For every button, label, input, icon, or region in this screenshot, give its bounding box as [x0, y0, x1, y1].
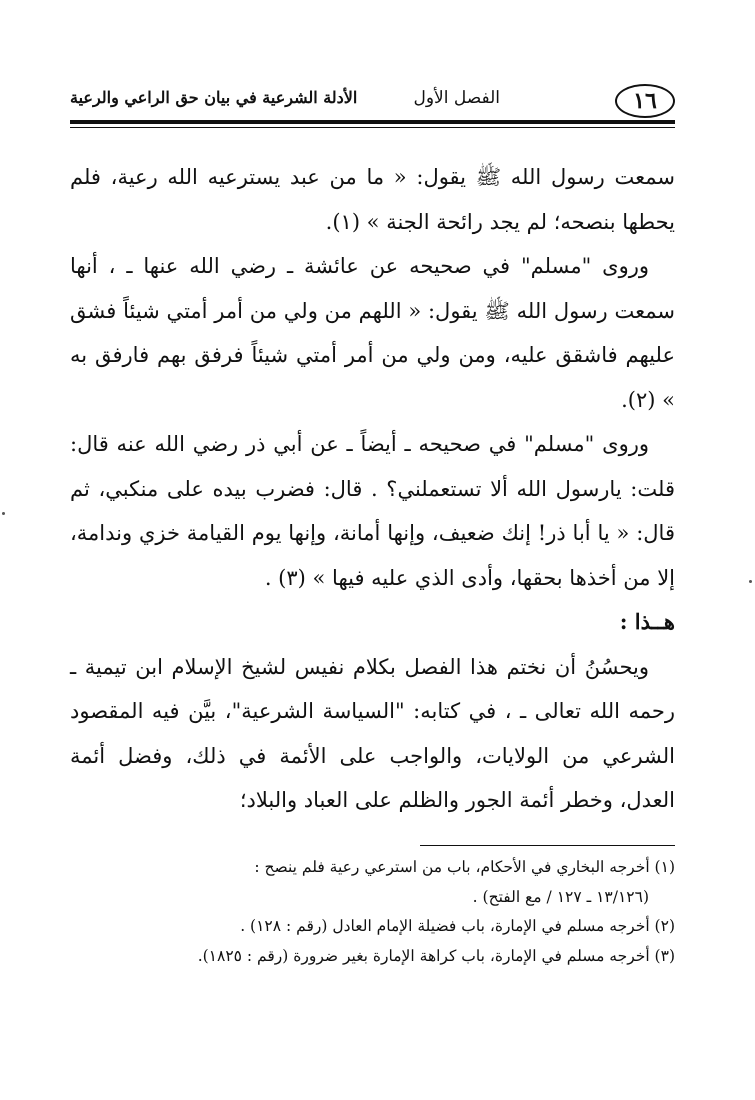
paragraph-2: وروى "مسلم" في صحيحه عن عائشة ـ رضي الله عنها ـ ، أنها سمعت رسول الله ﷺ يقول: « اللهم من ولي من أمر أمتي شيئاً فشق عليهم فاشقق عليه، ومن ولي من أمر أمتي شيئاً فرفق بهم فارفق به » (٢).: [70, 254, 675, 412]
header-rule-thick: [70, 120, 675, 124]
chapter-title: الفصل الأول: [413, 88, 500, 108]
scan-margin-mark: [749, 580, 752, 583]
footnote-1-continued: (١٣/١٢٦ ـ ١٢٧ / مع الفتح) .: [472, 887, 649, 906]
scan-margin-mark: [2, 512, 5, 515]
header-rule-thin: [70, 127, 675, 128]
footnote-2: (٢) أخرجه مسلم في الإمارة، باب فضيلة الإمام العادل (رقم : ١٢٨) .: [240, 917, 675, 935]
footnotes: [70, 853, 675, 971]
section-heading: هــذا :: [619, 609, 675, 634]
body-text: [70, 155, 675, 823]
paragraph-4: ويحسُنُ أن نختم هذا الفصل بكلام نفيس لشيخ الإسلام ابن تيمية ـ رحمه الله تعالى ـ ، في كتابه: "السياسة الشرعية"، بيَّن فيه المقصود الشرعي من الولايات، والواجب على الأئمة في ذلك، وفضل أئمة العدل، وخطر أئمة الجور والظلم على العباد والبلاد؛: [70, 654, 675, 812]
footnote-3: (٣) أخرجه مسلم في الإمارة، باب كراهة الإمارة بغير ضرورة (رقم : ١٨٢٥).: [197, 946, 675, 965]
page-number: ١٦: [615, 84, 675, 118]
page-header: [70, 82, 675, 122]
paragraph-1: سمعت رسول الله ﷺ يقول: « ما من عبد يسترعيه الله رعية، فلم يحطها بنصحه؛ لم يجد رائحة الجنة » (١).: [70, 165, 675, 234]
book-title: الأدلة الشرعية في بيان حق الراعي والرعية: [70, 88, 358, 107]
footnote-separator: [420, 845, 675, 846]
footnote-1: (١) أخرجه البخاري في الأحكام، باب من استرعي رعية فلم ينصح :: [254, 858, 675, 876]
paragraph-3: وروى "مسلم" في صحيحه ـ أيضاً ـ عن أبي ذر رضي الله عنه قال: قلت: يارسول الله ألا تستعملني؟ . قال: فضرب بيده على منكبي، ثم قال: « يا أبا ذر! إنك ضعيف، وإنها أمانة، وإنها يوم القيامة خزي وندامة، إلا من أخذها بحقها، وأدى الذي عليه فيها » (٣) .: [70, 432, 675, 590]
